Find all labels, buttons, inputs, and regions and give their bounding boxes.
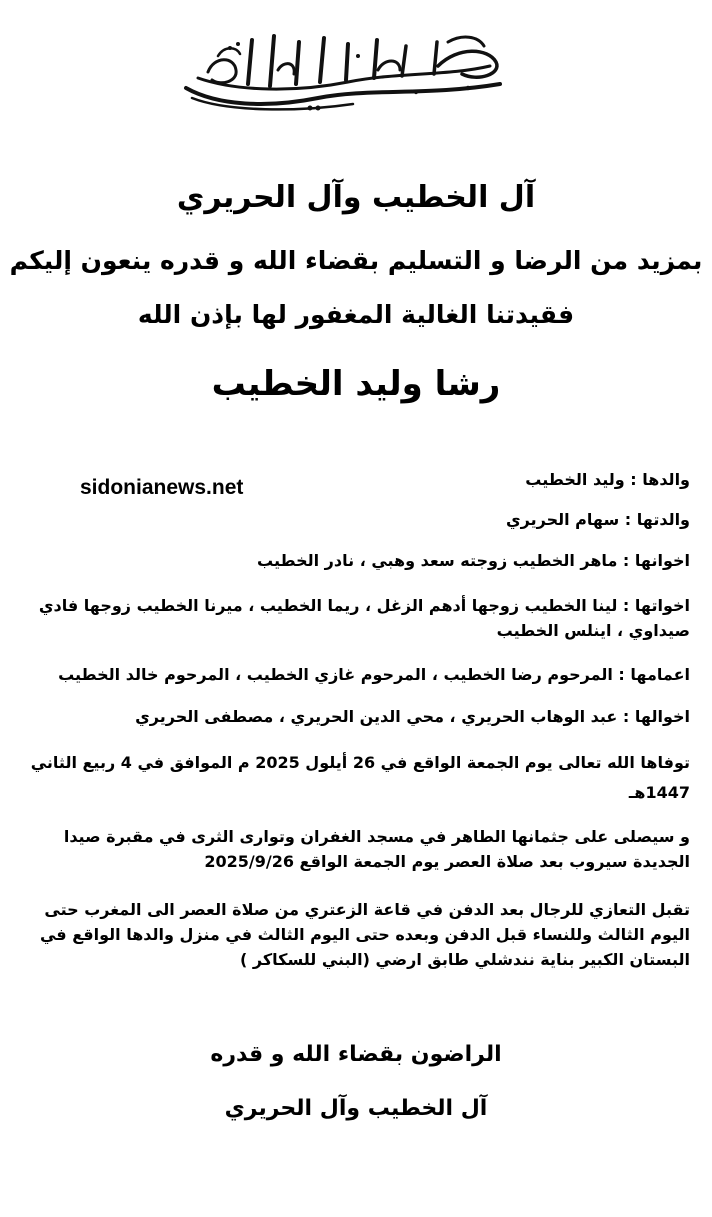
announcement-line-1: بمزيد من الرضا و التسليم بقضاء الله و قدره ينعون إليكم [9,246,703,275]
website-label: sidonianews.net [80,476,244,499]
closing-line-2: آل الخطيب وآل الحريري [224,1096,488,1121]
paternal-uncles-line: اعمامها : المرحوم رضا الخطيب ، المرحوم غازي الخطيب ، المرحوم خالد الخطيب [58,665,690,684]
death-details: توفاها الله تعالى يوم الجمعة الواقع في 26 أيلول 2025 م الموافق في 4 ربيع الثاني 1447هـ [30,753,690,802]
sisters-line: اخواتها : لينا الخطيب زوجها أدهم الزغل ، ريما الخطيب ، ميرنا الخطيب زوجها فادي صيداوي ، اينلس الخطيب [38,596,690,640]
announcement-line-2: فقيدتنا الغالية المغفور لها بإذن الله [137,300,575,329]
brothers-line: اخوانها : ماهر الخطيب زوجته سعد وهبي ، نادر الخطيب [257,551,690,570]
father-line: والدها : وليد الخطيب [525,470,690,489]
mother-line: والدتها : سهام الحريري [506,510,690,529]
maternal-uncles-line: اخوالها : عبد الوهاب الحريري ، محي الدين الحريري ، مصطفى الحريري [135,707,690,726]
condolence-details: تقبل التعازي للرجال بعد الدفن في قاعة الزعتري من صلاة العصر الى المغرب حتى اليوم الثالث وللنساء قبل الدفن وبعده حتى اليوم الثالث في منزل والدها الواقع في البستان الكبير بناية نندشلي طابق ارضي (البني للسكاكر ) [39,900,690,969]
closing-line-1: الراضون بقضاء الله و قدره [210,1042,502,1067]
prayer-details: و سيصلى على جثمانها الطاهر في مسجد الغفران وتوارى الثرى في مقبرة صيدا الجديدة سيروب بعد صلاة العصر يوم الجمعة الواقع 2025/9/26 [63,827,690,871]
deceased-name: رشا وليد الخطيب [211,364,501,404]
calligraphy-logo [178,26,510,114]
families-title: آل الخطيب وآل الحريري [176,180,536,215]
